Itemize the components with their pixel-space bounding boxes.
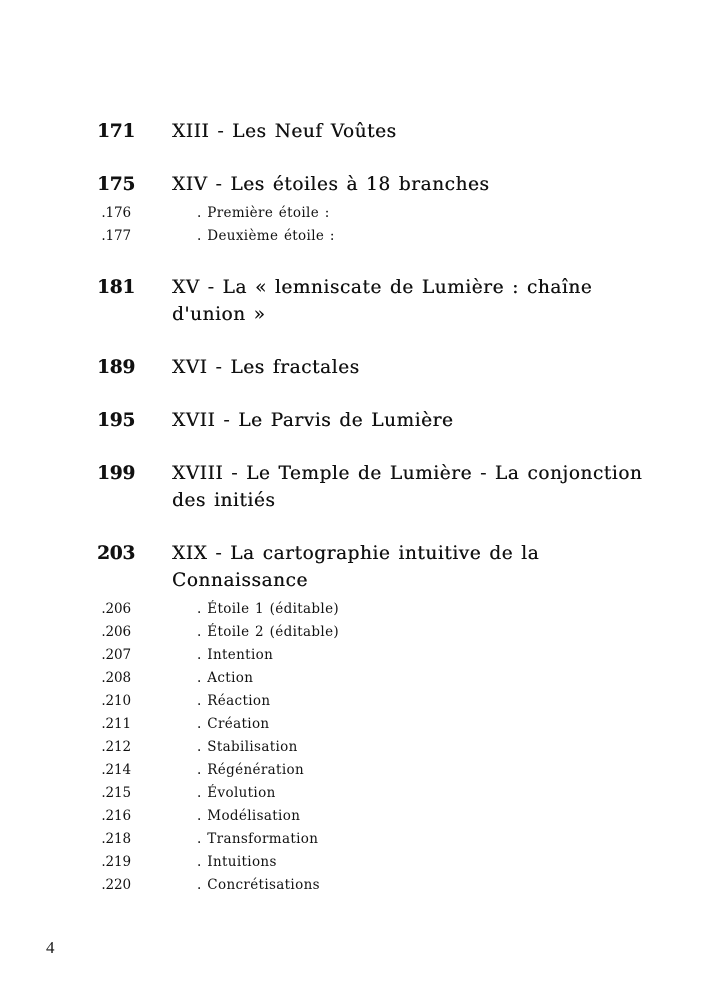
toc-entry-page-number: 199 (96, 463, 135, 484)
toc-entry-title: XVII - Le Parvis de Lumière (172, 410, 454, 431)
toc-subentry-page-number: .206 (101, 624, 131, 640)
toc-subentry-title: . Étoile 2 (éditable) (197, 624, 340, 640)
toc-subentry-title: . Concrétisations (197, 877, 320, 893)
toc-subentry-page-number: .215 (101, 785, 131, 801)
toc-subentry-group (0, 202, 706, 248)
table-of-contents (0, 118, 706, 897)
toc-entry-page-number: 175 (96, 174, 135, 195)
page-folio-number: 4 (46, 938, 55, 957)
toc-entry-page-number: 195 (96, 410, 135, 431)
toc-subentry[interactable] (0, 851, 706, 874)
toc-entry-title: XVIII - Le Temple de Lumière - La conjonction des initiés (172, 463, 651, 511)
toc-subentry-page-number: .206 (101, 601, 131, 617)
toc-subentry-group (0, 598, 706, 897)
toc-subentry[interactable] (0, 644, 706, 667)
toc-subentry-page-number: .216 (101, 808, 131, 824)
toc-subentry[interactable] (0, 202, 706, 225)
toc-subentry-page-number: .219 (101, 854, 131, 870)
toc-subentry-title: . Régénération (197, 762, 305, 778)
toc-subentry[interactable] (0, 225, 706, 248)
toc-subentry-page-number: .214 (101, 762, 131, 778)
toc-entry[interactable] (0, 171, 706, 198)
toc-subentry-title: . Modélisation (197, 808, 301, 824)
toc-subentry[interactable] (0, 759, 706, 782)
toc-subentry[interactable] (0, 828, 706, 851)
toc-subentry[interactable] (0, 736, 706, 759)
toc-subentry[interactable] (0, 598, 706, 621)
toc-subentry[interactable] (0, 713, 706, 736)
toc-subentry-page-number: .212 (101, 739, 131, 755)
toc-entry[interactable] (0, 460, 706, 514)
toc-subentry-title: . Intuitions (197, 854, 277, 870)
toc-entry-title: XIX - La cartographie intuitive de la Connaissance (172, 543, 548, 591)
toc-entry-page-number: 171 (96, 121, 135, 142)
toc-subentry-title: . Transformation (197, 831, 319, 847)
toc-subentry-page-number: .210 (101, 693, 131, 709)
toc-entry[interactable] (0, 540, 706, 594)
toc-subentry-page-number: .211 (101, 716, 131, 732)
toc-subentry-title: . Réaction (197, 693, 271, 709)
toc-subentry-page-number: .177 (101, 228, 131, 244)
toc-subentry-page-number: .207 (101, 647, 131, 663)
toc-subentry-page-number: .220 (101, 877, 131, 893)
toc-subentry[interactable] (0, 782, 706, 805)
toc-entry-title: XIV - Les étoiles à 18 branches (172, 174, 490, 195)
toc-subentry-title: . Intention (197, 647, 274, 663)
toc-subentry-title: . Première étoile : (197, 205, 330, 221)
toc-subentry-page-number: .176 (101, 205, 131, 221)
toc-entry-title: XIII - Les Neuf Voûtes (172, 121, 397, 142)
toc-subentry-title: . Création (197, 716, 270, 732)
toc-subentry-title: . Étoile 1 (éditable) (197, 601, 340, 617)
toc-entry[interactable] (0, 274, 706, 328)
toc-subentry[interactable] (0, 874, 706, 897)
toc-subentry[interactable] (0, 805, 706, 828)
toc-subentry[interactable] (0, 690, 706, 713)
toc-entry[interactable] (0, 118, 706, 145)
toc-subentry[interactable] (0, 621, 706, 644)
toc-entry[interactable] (0, 407, 706, 434)
toc-entry-page-number: 189 (96, 357, 135, 378)
toc-entry[interactable] (0, 354, 706, 381)
toc-subentry-title: . Stabilisation (197, 739, 298, 755)
toc-subentry[interactable] (0, 667, 706, 690)
toc-subentry-page-number: .218 (101, 831, 131, 847)
toc-entry-page-number: 203 (96, 543, 135, 564)
toc-subentry-title: . Évolution (197, 785, 276, 801)
toc-subentry-title: . Deuxième étoile : (197, 228, 335, 244)
toc-subentry-page-number: .208 (101, 670, 131, 686)
toc-entry-title: XVI - Les fractales (172, 357, 360, 378)
toc-entry-title: XV - La « lemniscate de Lumière : chaîne d'union » (172, 277, 601, 325)
toc-entry-page-number: 181 (96, 277, 135, 298)
toc-subentry-title: . Action (197, 670, 254, 686)
